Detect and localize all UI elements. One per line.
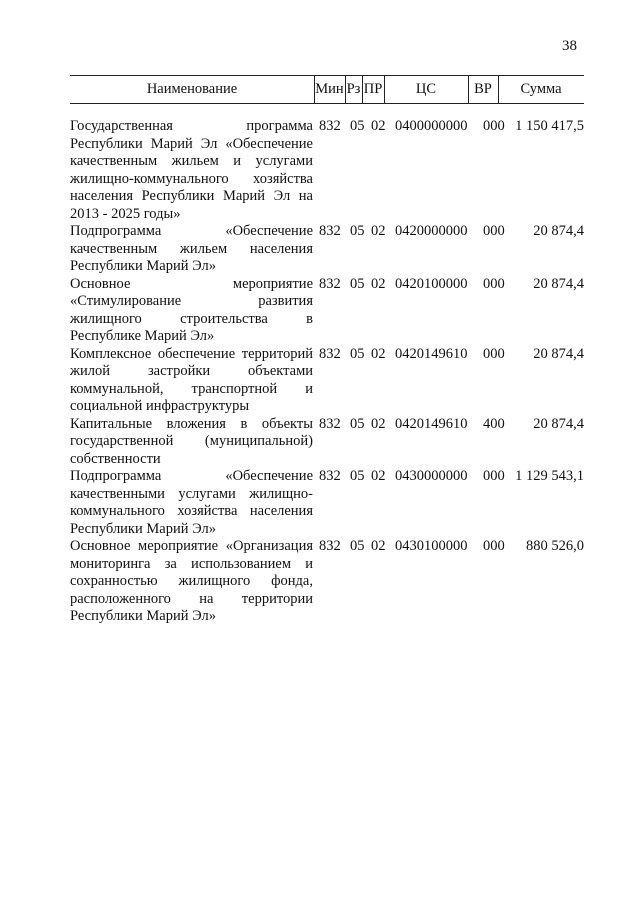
header-min: Мин [315,81,344,97]
row-name: Государственная программа Республики Марий Эл «Обеспечение качественным жильем и услугами жилищно-коммунального хозяйства населения Республики Марий Эл на 2013 - 2025 годы» [70,118,313,222]
row-sum: 880 526,0 [526,538,584,554]
row-min: 832 [319,415,341,432]
row-cs: 0400000000 [395,118,468,134]
header-cs: ЦС [415,81,437,97]
row-pr: 02 [371,223,386,239]
row-rz: 05 [350,275,365,292]
row-name: Капитальные вложения в объекты государственной (муниципальной) собственности [70,415,313,467]
row-sum: 20 874,4 [533,275,584,292]
row-sum: 20 874,4 [533,415,584,432]
row-cs: 0420100000 [395,275,468,292]
row-rz: 05 [350,118,365,134]
header-sum: Сумма [520,81,562,97]
row-pr: 02 [371,118,386,134]
row-min: 832 [319,223,341,239]
row-rz: 05 [350,345,365,362]
row-pr: 02 [371,538,386,554]
header-rz: Рз [346,81,361,97]
row-min: 832 [319,538,341,554]
row-pr: 02 [371,345,386,362]
row-vr: 000 [483,118,505,134]
table-row [70,223,584,276]
table-body [70,118,584,626]
row-vr: 000 [483,538,505,554]
table-row [70,118,584,223]
row-pr: 02 [371,275,386,292]
table-row [70,468,584,538]
row-cs: 0420149610 [395,345,468,362]
row-vr: 000 [483,223,505,239]
row-pr: 02 [371,468,386,484]
row-cs: 0420149610 [395,415,468,432]
row-min: 832 [319,345,341,362]
row-name: Подпрограмма «Обеспечение качественным жильем населения Республики Марий Эл» [70,223,313,274]
header-vr: ВР [474,81,492,97]
row-vr: 400 [483,415,505,432]
table-row [70,416,584,469]
row-min: 832 [319,468,341,484]
row-vr: 000 [483,275,505,292]
row-rz: 05 [350,468,365,484]
row-min: 832 [319,275,341,292]
row-sum: 1 150 417,5 [515,118,584,134]
row-min: 832 [319,118,341,134]
header-pr: ПР [363,81,383,97]
row-rz: 05 [350,415,365,432]
row-pr: 02 [371,415,386,432]
table-row [70,276,584,346]
row-rz: 05 [350,538,365,554]
row-rz: 05 [350,223,365,239]
page-number: 38 [562,38,577,54]
row-vr: 000 [483,345,505,362]
row-cs: 0420000000 [395,223,468,239]
table-row [70,346,584,416]
row-name: Комплексное обеспечение территорий жилой застройки объектами коммунальной, транспортной и социальной инфраструктуры [70,345,313,414]
row-sum: 1 129 543,1 [515,468,584,484]
row-sum: 20 874,4 [533,223,584,239]
header-bottom-rule [70,103,584,104]
row-name: Основное мероприятие «Стимулирование развития жилищного строительства в Республике Марий Эл» [70,275,313,344]
header-name: Наименование [146,81,238,97]
row-name: Подпрограмма «Обеспечение качественными услугами жилищно-коммунального хозяйства населения Республики Марий Эл» [70,468,313,537]
row-name: Основное мероприятие «Организация мониторинга за использованием и сохранностью жилищного фонда, расположенного на территории Республики Марий Эл» [70,538,313,624]
row-cs: 0430000000 [395,468,468,484]
row-vr: 000 [483,468,505,484]
row-sum: 20 874,4 [533,345,584,362]
row-cs: 0430100000 [395,538,468,554]
table-row [70,538,584,626]
